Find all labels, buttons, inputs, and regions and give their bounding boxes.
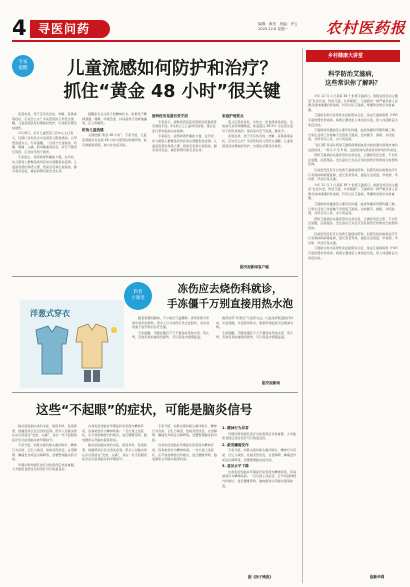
column-divider xyxy=(302,48,303,583)
article3-title: 这些“不起眼”的症状，可能是脑炎信号 xyxy=(36,402,253,417)
article3-para: 早期诊断和规范治疗对改善预后非常重要。大多数患者经过及时治疗可以恢复良好。 xyxy=(12,462,77,472)
illustration-title: 洋葱式穿衣 xyxy=(30,309,70,318)
article3-col3 xyxy=(152,424,218,582)
page-number: 4 xyxy=(12,16,27,40)
article3-col2 xyxy=(82,424,148,582)
article3-para: 专家介绍，如果出现持续头痛伴呕吐、精神行为异常、记忆力减退、性格突然改变、言语障碍、癫痫发作或意识障碍等，需要警惕脑炎的可能。 xyxy=(222,448,297,462)
expert-tag-top: 专家 xyxy=(18,60,28,65)
science-headline xyxy=(160,282,300,312)
sidebar-para: 预防艾滋病的关键是坚持洁身自爱，正确使用安全套，不共用注射器，远离毒品。发生高危行为后应及时到医疗机构进行检测和咨询。 xyxy=(308,216,398,231)
layered-clothing-illustration xyxy=(20,300,124,388)
article3-para: 自身免疫性脑炎早期症状常表现为精神异常，容易被误诊为精神疾病。一旦出现上述症状，应尽快到神经内科就诊，进行腰椎穿刺、脑电图和头颅磁共振等检查。 xyxy=(222,469,297,488)
sidebar-headline xyxy=(306,70,400,88)
article1-title-line1: 儿童流感如何防护和治疗？ xyxy=(67,59,277,79)
article3-source: 据《扬子晚报》 xyxy=(248,575,274,579)
editor-line-1: 编辑：黄昊 美编：齐云 xyxy=(258,22,298,26)
science-title-line1: 冻伤应去烧伤科就诊， xyxy=(177,283,283,295)
article3-para: 脑炎是指脑实质的炎症，病因多样，包括病毒、细菌感染以及自身免疫等。很多人对脑炎的认识仅停留在“发热、头痛”，其实一些不起眼的症状也可能是脑炎的早期信号。 xyxy=(12,424,78,442)
sidebar-source: 据新华网 xyxy=(370,575,385,579)
sidebar-para: 目前虽然没有可以治愈艾滋病的药物，但规范的抗病毒治疗可以有效抑制病毒复制，延长患者寿命，提高生活质量。早检测、早诊断、早治疗是关键。 xyxy=(308,167,398,182)
article1-headline xyxy=(52,58,292,104)
sidebar-para: “窗口期”是指从感染艾滋病病毒到血液中能检测出病毒抗体的这段时间。一般为 2 至 6 周，这段时间内感染者同样具有传染性。 xyxy=(308,142,400,152)
science-tag-bottom: 小课堂 xyxy=(131,295,145,301)
article3-para: 专家介绍，如果出现持续头痛伴呕吐、精神行为异常、记忆力减退、性格突然改变、言语障碍、癫痫发作或意识障碍等，需要警惕脑炎的可能。 xyxy=(12,443,77,462)
article1-para: 11月8日，北京儿童医院门诊中心主任表示，近期门诊和急诊中流感患儿明显增加，以甲型流感为主。专家提醒，一旦孩子出现高热、咳嗽、咽痛、头痛、肌肉酸痛等症状，家长不要盲目用药，应及时带孩子就医。 xyxy=(12,131,77,154)
sidebar-para: 艾滋病的传播途径主要有性传播、血液传播和母婴传播三种。日常生活和工作接触不会感染艾滋病，比如握手、拥抱、共同进餐、共用劳动工具、办公用品等。 xyxy=(308,128,398,142)
article1-col1 xyxy=(12,112,78,272)
clothing-icon xyxy=(28,322,118,384)
science-col2 xyxy=(216,316,298,380)
science-col1 xyxy=(132,316,212,388)
article1-para: 专家指出，流感病毒传播能力强，在学校、幼儿园等人群聚集场所容易出现聚集性疫情。儿童是流感的易感人群，感染后容易出现高热、肺炎等并发症，重症病例可能危及生命。 xyxy=(152,134,217,153)
article3-para: 专家介绍，如果出现持续头痛伴呕吐、精神行为异常、记忆力减退、性格突然改变、言语障碍、癫痫发作或意识障碍等，需要警惕脑炎的可能。 xyxy=(152,424,217,442)
sidebar-para: 艾滋病全称为获得性免疫缺陷综合征，是由艾滋病病毒（HIV）引起的慢性传染病。病毒主要侵犯人体免疫系统，使人体逐渐丧失免疫功能。 xyxy=(308,113,400,127)
edition-date: 2025.12.8 星期一 xyxy=(258,27,289,31)
science-para: 专家提醒，手脚冻僵后千万不要直接用热水泡、用火烤，否则容易加重组织损伤，可以用温水慢慢复温。 xyxy=(216,330,294,340)
science-para: 专家提醒，手脚冻僵后千万不要直接用热水泡、用火烤，否则容易加重组织损伤，可以用温水慢慢复温。 xyxy=(132,330,210,340)
science-tag xyxy=(124,282,152,310)
article1-col3 xyxy=(152,112,218,272)
science-source: 据央视新闻 xyxy=(262,381,280,385)
expert-tag-bottom: 提醒 xyxy=(18,65,28,71)
article1-para: 提醒家长关注孩子的精神状态。如果孩子精神萎靡、嗜睡、呼吸急促、持续高热不退或抽搐等，应立即就医。 xyxy=(82,112,147,126)
article1-title-line2: 抓住“黄金 48 小时”很关键 xyxy=(63,82,281,102)
sidebar-para: 今年 12 月 1 日是第 38 个世界艾滋病日。我国宣传活动主题是“社会共治，终结艾滋，共享健康”。艾滋病是一种严重危害人民群众身体健康的传染病，科学认识艾滋病，掌握防治知识非常重要。 xyxy=(308,182,398,201)
sidebar-header xyxy=(306,50,400,62)
article1-col4 xyxy=(222,112,294,262)
sidebar-title-line2: 这些常识你了解吗？ xyxy=(325,80,381,87)
article1-para: 关键把握“黄金 48 小时”。专家介绍，儿童流感最好在发病 48 小时内使用抗病毒药物，能有效缩短病程、减少并发症风险。 xyxy=(82,133,147,147)
science-title-line2: 手冻僵千万别直接用热水泡 xyxy=(167,298,293,310)
article3-subhead: 1. 精神行为异常 xyxy=(222,426,249,430)
section-title: 寻医问药 xyxy=(38,22,91,36)
sidebar-body xyxy=(308,94,400,574)
sidebar-para: 目前虽然没有可以治愈艾滋病的药物，但规范的抗病毒治疗可以有效抑制病毒复制，延长患者寿命，提高生活质量。早检测、早诊断、早治疗是关键。 xyxy=(308,231,398,245)
science-para: 推荐采用“洋葱式”分层穿衣法，内层选择吸湿排汗材质，中层保暖，外层防风防水，根据环境温度灵活增减衣物。 xyxy=(216,316,294,330)
article3-para: 自身免疫性脑炎早期症状常表现为精神异常，容易被误诊为精神疾病。一旦出现上述症状，应尽快到神经内科就诊，进行腰椎穿刺、脑电图和头颅磁共振等检查。 xyxy=(152,443,217,462)
article1-para: 患儿应居家休息，多饮水，饮食清淡易消化。发热时可采用物理降温，体温超过 38.5℃ 可在医生指导下使用退热药。保持室内空气流通，勤洗手。 xyxy=(222,119,294,133)
article1-para: 专家指出，流感病毒传播能力强，在学校、幼儿园等人群聚集场所容易出现聚集性疫情。儿童是流感的易感人群，感染后容易出现高热、肺炎等并发症，重症病例可能危及生命。 xyxy=(12,155,77,174)
article3-col1 xyxy=(12,424,78,582)
article3-para: 早期诊断和规范治疗对改善预后非常重要。大多数患者经过及时治疗可以恢复良好。 xyxy=(222,431,297,441)
article1-para: 流感来袭，孩子还有些发烧、咳嗽、流鼻涕等症状，应该怎么办？多家医院的儿科医生提醒，儿童流感高发时要做好防护，出现症状要及时就医。 xyxy=(12,112,77,130)
science-para: 随着寒潮的影响，不少地区气温骤降。冻伤是寒冷环境中常见的损伤，很多人以为冻伤应该去皮肤科，其实冻伤属于烧伤科的诊疗范围。 xyxy=(132,316,210,330)
article1-subhead: 家庭护理要点 xyxy=(222,114,244,118)
sidebar-title-line1: 科学防治艾滋病， xyxy=(328,71,378,78)
section-rule xyxy=(12,276,298,277)
article3-para: 自身免疫性脑炎早期症状常表现为精神异常，容易被误诊为精神疾病。一旦出现上述症状，应尽快到神经内科就诊，进行腰椎穿刺、脑电图和头颅磁共振等检查。 xyxy=(82,424,147,442)
article1-para: 流感来袭，孩子还有些发烧、咳嗽、流鼻涕等症状，应该怎么办？多家医院的儿科医生提醒，儿童流感高发时要做好防护，出现症状要及时就医。 xyxy=(222,134,294,148)
science-tag-top: 科普 xyxy=(133,290,143,295)
article1-source: 据央视新闻客户端 xyxy=(240,265,269,269)
editor-info xyxy=(258,22,298,32)
sidebar-header-label: 乡村健康大讲堂 xyxy=(328,53,364,59)
article3-col4 xyxy=(222,424,298,574)
header-rule xyxy=(12,40,400,42)
sidebar-para: 艾滋病的传播途径主要有性传播、血液传播和母婴传播三种。日常生活和工作接触不会感染艾滋病，比如握手、拥抱、共同进餐、共用劳动工具、办公用品等。 xyxy=(308,202,398,216)
sidebar-para: 预防艾滋病的关键是坚持洁身自爱，正确使用安全套，不共用注射器，远离毒品。发生高危行为后应及时到医疗机构进行检测和咨询。 xyxy=(308,153,398,167)
article3-para: 脑炎是指脑实质的炎症，病因多样，包括病毒、细菌感染以及自身免疫等。很多人对脑炎的认识仅停留在“发热、头痛”，其实一些不起眼的症状也可能是脑炎的早期信号。 xyxy=(82,443,148,462)
sidebar-para: 艾滋病全称为获得性免疫缺陷综合征，是由艾滋病病毒（HIV）引起的慢性传染病。病毒主要侵犯人体免疫系统，使人体逐渐丧失免疫功能。 xyxy=(308,246,400,260)
expert-tag xyxy=(12,55,34,77)
article3-subhead: 2. 新发癫痫发作 xyxy=(222,442,249,447)
article3-subhead: 3. 意识水平下降 xyxy=(222,464,249,469)
section-badge xyxy=(30,20,110,38)
page-header xyxy=(0,0,410,40)
article1-subhead: 接种疫苗是最有效手段 xyxy=(152,114,188,118)
article1-subhead: 防治儿童流感 xyxy=(82,127,104,132)
article1-para: 专家表示，接种流感疫苗是预防流感最经济有效的手段。6月龄以上儿童均可接种，建议在流行季来临前完成接种。 xyxy=(152,119,217,133)
section-rule xyxy=(12,392,298,393)
sidebar-para: 今年 12 月 1 日是第 38 个世界艾滋病日。我国宣传活动主题是“社会共治，终结艾滋，共享健康”。艾滋病是一种严重危害人民群众身体健康的传染病，科学认识艾滋病，掌握防治知识非常重要。 xyxy=(308,94,398,112)
article1-col2 xyxy=(82,112,148,272)
newspaper-brand: 农村医药报 xyxy=(326,19,407,37)
